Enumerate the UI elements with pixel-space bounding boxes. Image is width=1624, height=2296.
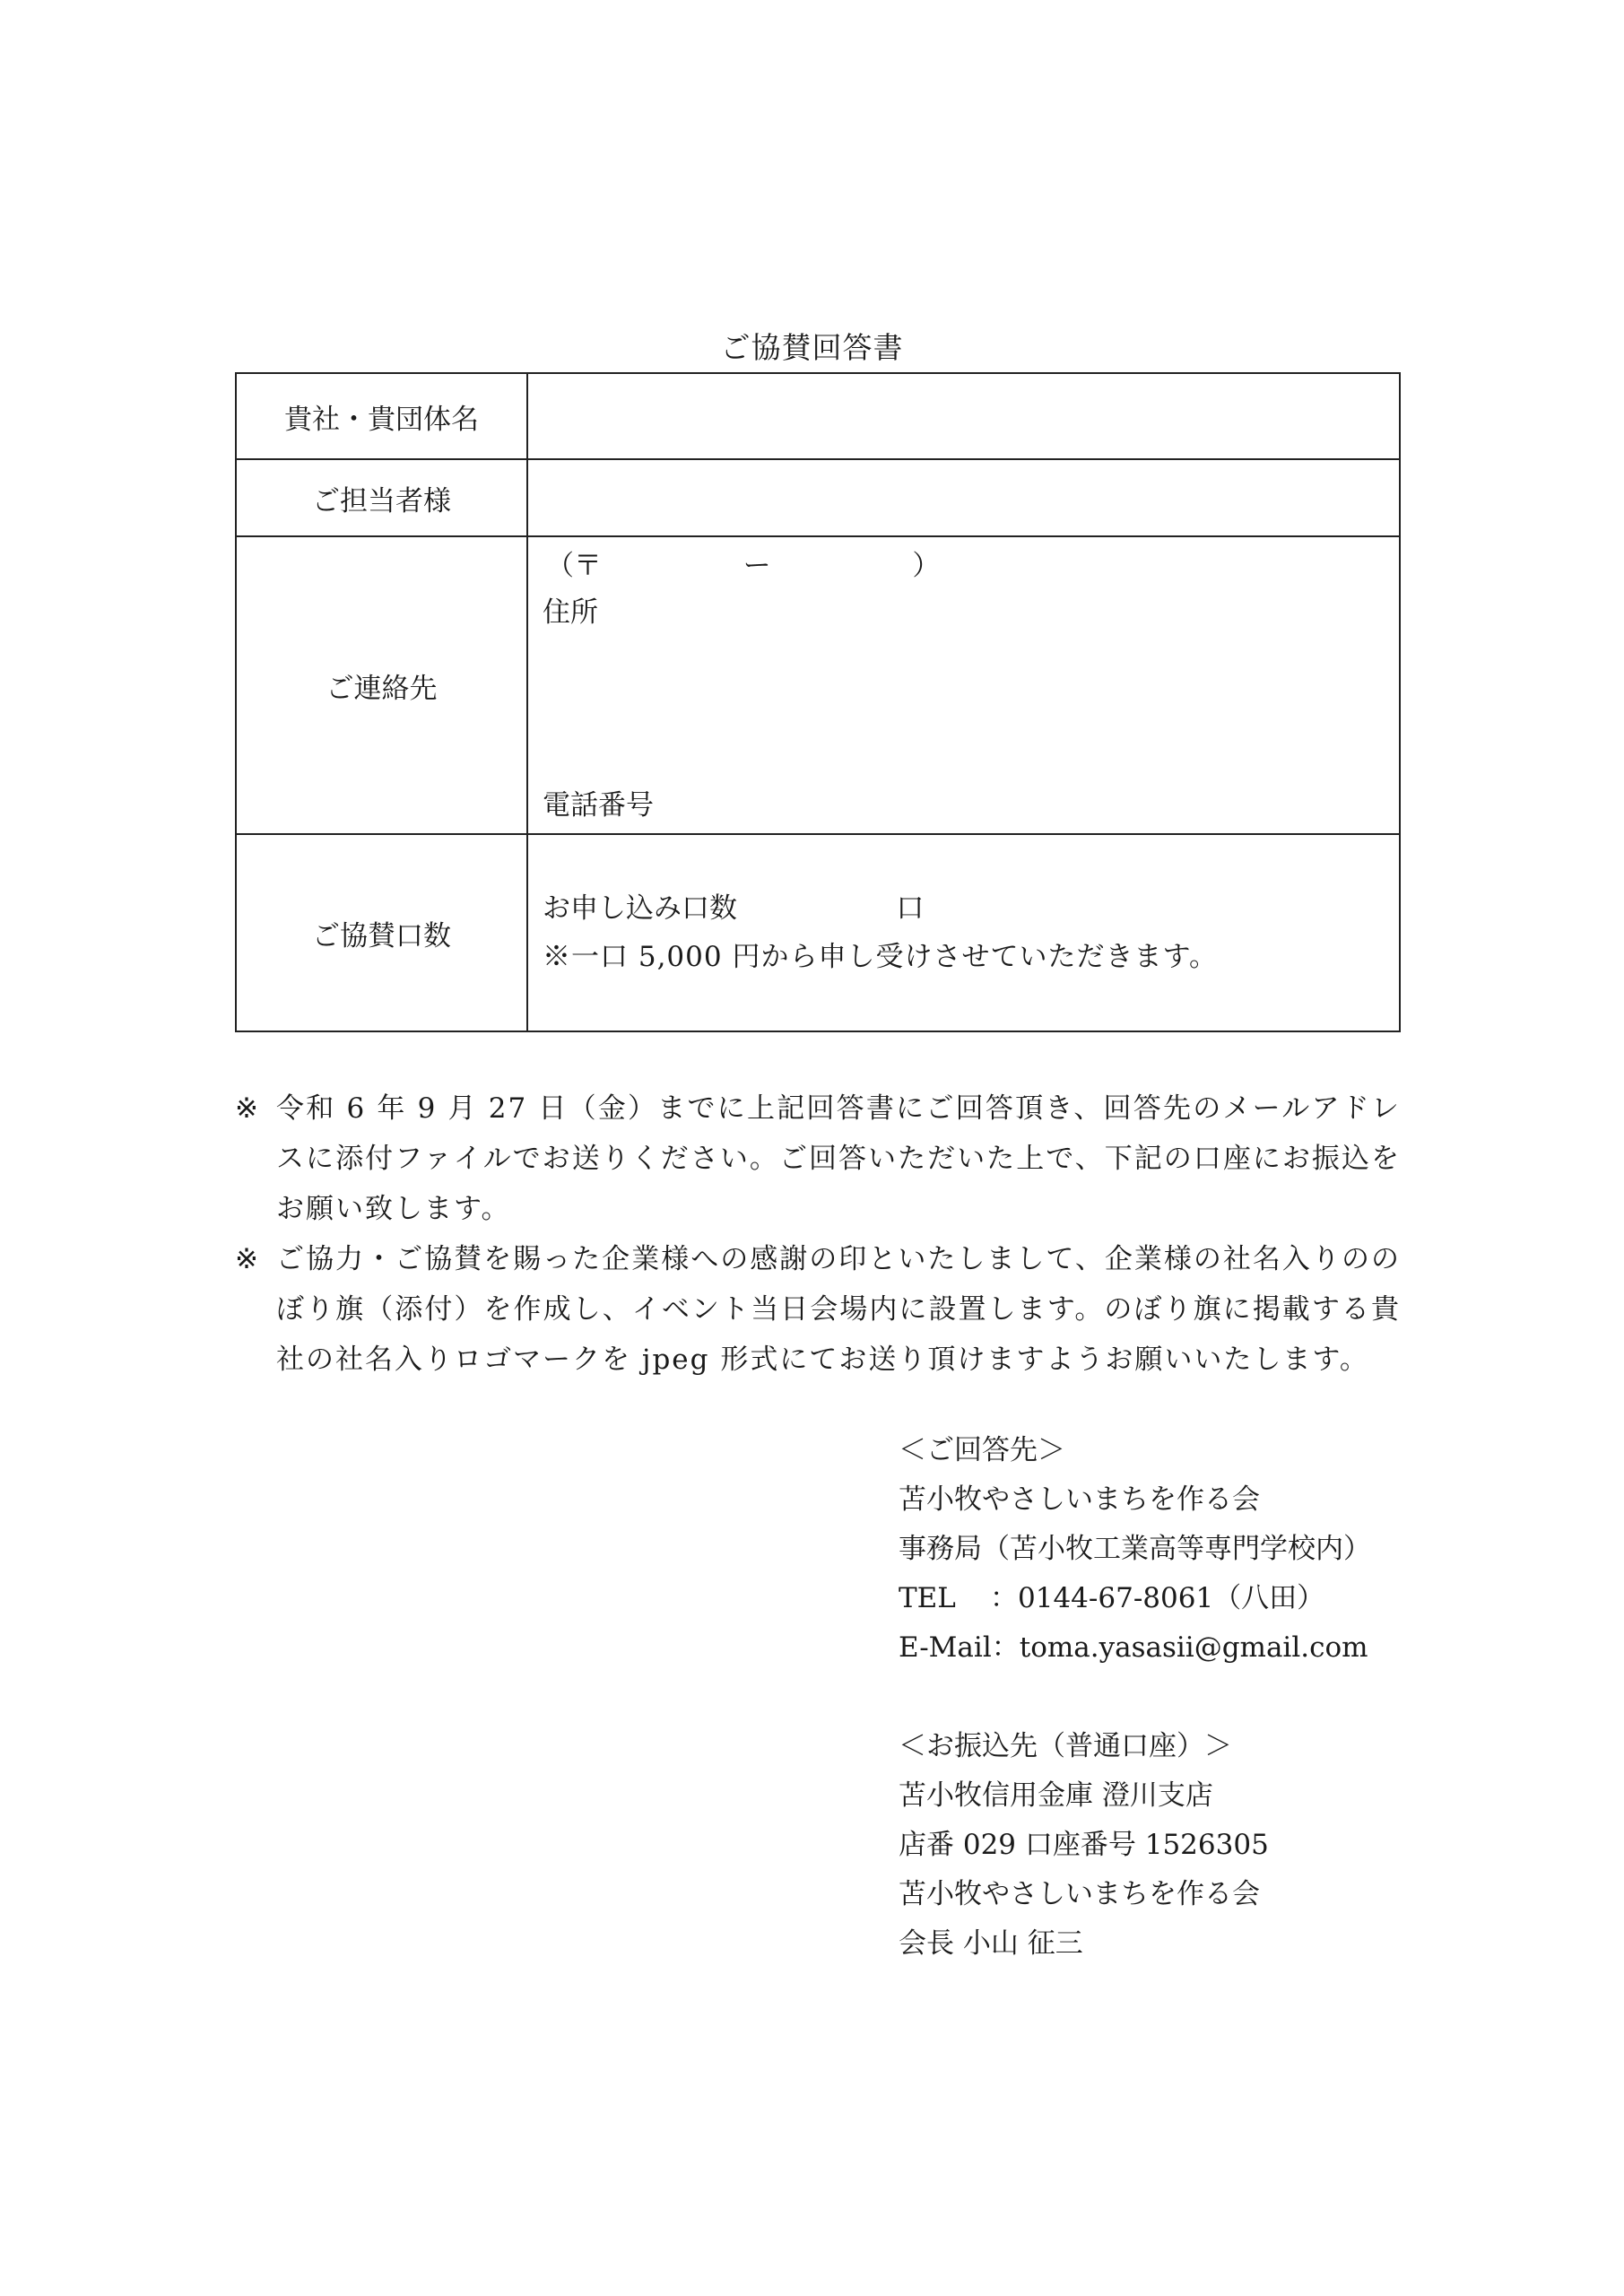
spacer <box>899 1673 1371 1722</box>
notes-section <box>235 1083 1401 1385</box>
contact-row <box>236 536 1400 834</box>
contact-person-field[interactable] <box>527 459 1400 536</box>
reply-heading: ＜ご回答先＞ <box>899 1434 1065 1466</box>
response-form-table <box>235 372 1401 1032</box>
page-title: ご協賛回答書 <box>720 330 904 365</box>
phone-label: 電話番号 <box>543 789 654 822</box>
units-note: ※一口 5,000 円から申し受けさせていただきます。 <box>543 941 1218 973</box>
contact-info-label: ご連絡先 <box>236 536 527 834</box>
tel-key: TEL <box>899 1582 956 1614</box>
reply-tel <box>899 1574 1371 1623</box>
reply-office: 事務局（苫小牧工業高等専門学校内） <box>899 1533 1371 1565</box>
postal-code-line <box>546 543 940 583</box>
note-text: ご協力・ご協賛を賜った企業様への感謝の印といたしまして、企業様の社名入りののぼり旗（添付）を作成し、イベント当日会場内に設置します。のぼり旗に掲載する貴社の社名入りロゴマークを jpeg 形式にてお送り頂けますようお願いいたします。 <box>276 1243 1401 1376</box>
postal-open: （〒 <box>546 550 602 582</box>
note-text: 令和 6 年 9 月 27 日（金）までに上記回答書にご回答頂き、回答先のメールアドレスに添付ファイルでお送りください。ご回答いただいた上で、下記の口座にお振込をお願い致します。 <box>276 1092 1401 1225</box>
person-row <box>236 459 1400 536</box>
reply-and-bank-block <box>899 1426 1371 1969</box>
reply-org: 苫小牧やさしいまちを作る会 <box>899 1483 1260 1516</box>
reply-email[interactable]: E-Mail：toma.yasasii@gmail.com <box>899 1631 1368 1664</box>
units-row <box>236 834 1400 1031</box>
bank-heading: ＜お振込先（普通口座）＞ <box>899 1730 1232 1762</box>
bank-holder-name: 会長 小山 征三 <box>899 1927 1083 1960</box>
units-apply-line <box>543 885 924 926</box>
units-apply-label: お申し込み口数 <box>543 892 737 925</box>
postal-dash: ー <box>743 550 771 582</box>
contact-info-field[interactable] <box>527 536 1400 834</box>
sponsor-units-field[interactable] <box>527 834 1400 1031</box>
note-item <box>235 1083 1401 1234</box>
postal-close: ） <box>912 550 941 582</box>
company-name-field[interactable] <box>527 373 1400 459</box>
company-row <box>236 373 1400 459</box>
sponsor-units-label: ご協賛口数 <box>236 834 527 1031</box>
address-label: 住所 <box>543 596 598 629</box>
company-name-label: 貴社・貴団体名 <box>236 373 527 459</box>
note-mark: ※ <box>235 1092 258 1125</box>
bank-account: 店番 029 口座番号 1526305 <box>899 1829 1269 1861</box>
note-mark: ※ <box>235 1243 258 1275</box>
note-item <box>235 1234 1401 1385</box>
units-suffix: 口 <box>896 892 925 925</box>
bank-name: 苫小牧信用金庫 澄川支店 <box>899 1779 1213 1812</box>
contact-person-label: ご担当者様 <box>236 459 527 536</box>
tel-value: ：0144-67-8061（八田） <box>990 1582 1325 1614</box>
bank-holder-org: 苫小牧やさしいまちを作る会 <box>899 1878 1260 1910</box>
